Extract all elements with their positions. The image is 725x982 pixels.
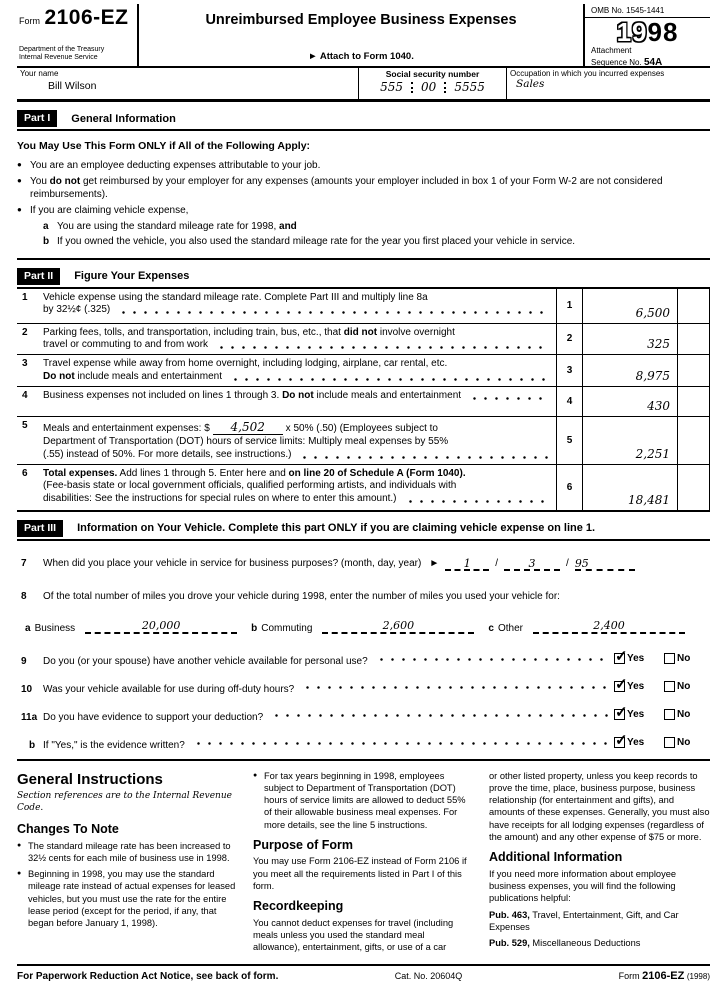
dot-limits-bullet: ● For tax years beginning in 1998, employees subject to Department of Transportation (DOT) hours of service limits are allowed to deduct 55% of their allowable business meal expenses. For more details, see the line 5 instructions. bbox=[253, 770, 474, 831]
checkbox-yes[interactable] bbox=[614, 653, 625, 664]
dot-leader bbox=[267, 708, 608, 720]
checkbox-yes[interactable] bbox=[614, 737, 625, 748]
part3-title: Information on Your Vehicle. Complete this part ONLY if you are claiming vehicle expense on line 1. bbox=[77, 522, 596, 535]
part1-sub-a: a You are using the standard mileage rate for 1998, and bbox=[43, 220, 297, 232]
line2-cents-box[interactable] bbox=[678, 324, 710, 355]
part1-bullet-1: ● You are an employee deducting expenses attributable to your job. bbox=[17, 159, 710, 172]
line6-amount-field[interactable]: 18,481 bbox=[583, 465, 678, 510]
changes-bullet-1: ● The standard mileage rate has been increased to 32½ cents for each mile of business use in 1998. bbox=[17, 840, 238, 865]
line1-row bbox=[17, 289, 710, 324]
line5-description: 5 Meals and entertainment expenses: $ 4,502 x 50% (.50) (Employees subject to Department of Transportation (DOT) hours of service limits: Multiply meal expenses by 55% (.55) instead of 50%. For more details, see instructions.) bbox=[17, 417, 556, 463]
q9-yes-checkbox[interactable]: ✓ Yes bbox=[614, 653, 660, 664]
dot-leader bbox=[189, 736, 608, 748]
form-title: Unreimbursed Employee Business Expenses bbox=[205, 12, 517, 28]
general-instructions-heading: General Instructions bbox=[17, 770, 163, 788]
purpose-of-form-heading: Purpose of Form bbox=[253, 837, 354, 852]
checkbox-no[interactable] bbox=[664, 737, 675, 748]
question-8-mileage: a Business 20,000 b Commuting 2,600 c Other 2,400 bbox=[17, 619, 710, 634]
line3-description: 3 Travel expense while away from home overnight, including lodging, airplane, car rental, etc. Do not include meals and entertainment bbox=[17, 355, 556, 386]
dot-leader bbox=[114, 305, 550, 317]
checkbox-no[interactable] bbox=[664, 681, 675, 692]
line4-amount-field[interactable]: 430 bbox=[583, 387, 678, 416]
other-miles-field[interactable]: 2,400 bbox=[533, 619, 685, 634]
question-11b: b If "Yes," is the evidence written? ✓ Yes No bbox=[17, 736, 710, 751]
ssn-field[interactable]: 555 00 5555 bbox=[380, 80, 485, 94]
dot-leader bbox=[298, 680, 608, 692]
instructions-col1 bbox=[17, 770, 238, 958]
recordkeeping-paragraph: You cannot deduct expenses for travel (including meals unless you used the standard meal allowance), entertainment, gifts, or use of a car bbox=[253, 917, 454, 953]
question-11b-text: If "Yes," is the evidence written? bbox=[43, 739, 185, 751]
changes-to-note-heading: Changes To Note bbox=[17, 822, 119, 837]
changes-bullet-2: ● Beginning in 1998, you may use the standard mileage rate instead of actual expenses for leased vehicles, but you must use the rate for the entire lease period (except for the period, if any, that began before January 1, 1998). bbox=[17, 868, 238, 929]
ssn-separator bbox=[444, 82, 446, 93]
general-instructions bbox=[17, 759, 710, 960]
form-number-line bbox=[19, 6, 133, 30]
commuting-label: Commuting bbox=[261, 622, 313, 634]
title-block bbox=[139, 4, 583, 66]
dot-leader bbox=[226, 372, 550, 384]
purpose-paragraph: You may use Form 2106-EZ instead of Form 2106 if you meet all the requirements listed in Part I of this form. bbox=[253, 856, 467, 891]
commuting-miles-field[interactable]: 2,600 bbox=[322, 619, 474, 634]
part2-title: Figure Your Expenses bbox=[74, 270, 190, 283]
occupation-cell bbox=[506, 68, 710, 99]
checkbox-no[interactable] bbox=[664, 709, 675, 720]
line3-amount-field[interactable]: 8,975 bbox=[583, 355, 678, 386]
line5-amount-field[interactable]: 2,251 bbox=[583, 417, 678, 463]
line2-description: 2 Parking fees, tolls, and transportation, including train, bus, etc., that did not involve overnight travel or commuting to and from work bbox=[17, 324, 556, 355]
line1-cents-box[interactable] bbox=[678, 289, 710, 323]
sequence-line: Sequence No. 54A bbox=[591, 57, 663, 69]
question-9-text: Do you (or your spouse) have another vehicle available for personal use? bbox=[43, 655, 368, 667]
name-cell bbox=[17, 68, 358, 99]
part1-title: General Information bbox=[71, 112, 176, 125]
service-year-field[interactable]: 95 bbox=[575, 557, 635, 571]
service-month-field[interactable]: 1 bbox=[445, 557, 489, 571]
business-miles-field[interactable]: 20,000 bbox=[85, 619, 237, 634]
attach-note: ► Attach to Form 1040. bbox=[308, 51, 414, 62]
part1-header bbox=[17, 107, 710, 131]
question-10-text: Was your vehicle available for use during off-duty hours? bbox=[43, 683, 295, 695]
q11a-yes-checkbox[interactable]: ✓ Yes bbox=[614, 709, 660, 720]
pub-463: Pub. 463, Travel, Entertainment, Gift, and Car Expenses bbox=[489, 909, 679, 932]
year-solid-digits: 98 bbox=[647, 17, 679, 47]
line2-amount-field[interactable]: 325 bbox=[583, 324, 678, 355]
line1-description: 1 Vehicle expense using the standard mileage rate. Complete Part III and multiply line 8a by 32½¢ (.325) bbox=[17, 289, 556, 323]
occupation-label: Occupation in which you incurred expenses bbox=[510, 69, 665, 78]
part2-badge: Part II bbox=[17, 268, 60, 285]
dot-leader bbox=[212, 340, 550, 352]
q11a-no-checkbox[interactable]: No bbox=[664, 709, 710, 720]
form-number-block bbox=[17, 4, 139, 66]
q11b-yes-checkbox[interactable]: ✓ Yes bbox=[614, 737, 660, 748]
expense-table bbox=[17, 289, 710, 512]
form-footer-id: Form 2106-EZ (1998) bbox=[618, 969, 710, 982]
dept-line2: Internal Revenue Service bbox=[19, 54, 98, 62]
line3-row bbox=[17, 355, 710, 387]
part1-bullet-3: ● If you are claiming vehicle expense, bbox=[17, 204, 710, 217]
q9-no-checkbox[interactable]: No bbox=[664, 653, 710, 664]
ssn-label: Social security number bbox=[385, 69, 480, 79]
q10-no-checkbox[interactable]: No bbox=[664, 681, 710, 692]
records-paragraph: or other listed property, unless you keep records to prove the time, place, business purpose, business relationship (for entertainment and gifts), and amounts of these expenses. Generally, you must also have receipts for all lodging expenses (regardless of the amount) and any other expense of $75 or more. bbox=[489, 770, 710, 842]
line6-row bbox=[17, 465, 710, 512]
line6-number-box: 6 bbox=[556, 465, 583, 510]
line2-row bbox=[17, 324, 710, 356]
service-day-field[interactable]: 3 bbox=[504, 557, 560, 571]
part2-header bbox=[17, 265, 710, 289]
part1-sub-b: b If you owned the vehicle, you also used the standard mileage rate for the year you first placed your vehicle in service. bbox=[43, 235, 576, 247]
question-8-text: Of the total number of miles you drove your vehicle during 1998, enter the number of miles you used your vehicle for: bbox=[43, 590, 560, 602]
other-label: Other bbox=[497, 622, 523, 634]
part1-bullet-2: ● You do not get reimbursed by your employer for any expenses (amounts your employer included in box 1 of your Form W-2 are not considered reimbursements). bbox=[17, 175, 710, 201]
line5-cents-box[interactable] bbox=[678, 417, 710, 463]
arrow-right-icon: ► bbox=[429, 557, 440, 569]
recordkeeping-heading: Recordkeeping bbox=[253, 899, 344, 914]
line5-row bbox=[17, 417, 710, 464]
additional-information-heading: Additional Information bbox=[489, 850, 623, 865]
part3-badge: Part III bbox=[17, 520, 63, 537]
line2-number-box: 2 bbox=[556, 324, 583, 355]
business-label: Business bbox=[34, 622, 76, 634]
dot-leader bbox=[401, 494, 550, 506]
part1-body bbox=[17, 131, 710, 260]
omb-year-block bbox=[583, 4, 710, 69]
dot-leader bbox=[465, 391, 550, 403]
part1-heading: You May Use This Form ONLY if All of the Following Apply: bbox=[17, 140, 311, 152]
instructions-col3 bbox=[489, 770, 710, 958]
ssn-cell bbox=[358, 68, 506, 99]
question-10: 10 Was your vehicle available for use during off-duty hours? ✓ Yes No bbox=[17, 680, 710, 695]
dept-line1: Department of the Treasury bbox=[19, 45, 105, 53]
agency-block bbox=[19, 46, 133, 64]
form-word: Form bbox=[19, 16, 40, 26]
name-field[interactable]: Bill Wilson bbox=[48, 80, 97, 92]
line4-description: 4 Business expenses not included on lines 1 through 3. Do not include meals and entertainment bbox=[17, 387, 556, 416]
tax-year bbox=[585, 19, 710, 45]
catalog-number: Cat. No. 20604Q bbox=[394, 970, 463, 981]
form-header bbox=[17, 4, 710, 68]
pub-529: Pub. 529, Miscellaneous Deductions bbox=[489, 938, 641, 949]
line3-cents-box[interactable] bbox=[678, 355, 710, 386]
question-8: 8 Of the total number of miles you drove your vehicle during 1998, enter the number of miles you used your vehicle for: bbox=[21, 590, 560, 602]
question-9: 9 Do you (or your spouse) have another vehicle available for personal use? ✓ Yes No bbox=[17, 652, 710, 667]
line6-cents-box[interactable] bbox=[678, 465, 710, 510]
line4-number-box: 4 bbox=[556, 387, 583, 416]
attachment-sequence bbox=[585, 45, 710, 70]
publications-intro: If you need more information about employee business expenses, you will find the following publications helpful: bbox=[489, 868, 677, 904]
line4-cents-box[interactable] bbox=[678, 387, 710, 416]
part1-badge: Part I bbox=[17, 110, 57, 127]
section-reference-note: Section references are to the Internal Revenue Code. bbox=[17, 791, 232, 814]
question-11a-text: Do you have evidence to support your deduction? bbox=[43, 711, 264, 723]
checkbox-yes[interactable] bbox=[614, 709, 625, 720]
line1-amount-field[interactable]: 6,500 bbox=[583, 289, 678, 323]
paperwork-notice: For Paperwork Reduction Act Notice, see back of form. bbox=[17, 970, 279, 982]
line1-number-box: 1 bbox=[556, 289, 583, 323]
q10-yes-checkbox[interactable]: ✓ Yes bbox=[614, 681, 660, 692]
occupation-field[interactable]: Sales bbox=[516, 78, 545, 90]
dot-leader bbox=[295, 450, 550, 462]
question-7: 7 When did you place your vehicle in service for business purposes? (month, day, year) ► 1 / 3 / 95 bbox=[17, 557, 710, 571]
ssn-separator bbox=[411, 82, 413, 93]
part3-questions bbox=[17, 541, 710, 751]
identity-row bbox=[17, 68, 710, 102]
omb-number: OMB No. 1545-1441 bbox=[585, 4, 710, 18]
q11b-no-checkbox[interactable]: No bbox=[664, 737, 710, 748]
name-label: Your name bbox=[20, 69, 59, 78]
question-7-text: When did you place your vehicle in service for business purposes? (month, day, year) bbox=[43, 557, 422, 569]
checkbox-yes[interactable] bbox=[614, 681, 625, 692]
line4-row bbox=[17, 387, 710, 417]
line6-description: 6 Total expenses. Add lines 1 through 5. Enter here and on line 20 of Schedule A (Form 1040). (Fee-basis state or local government officials, qualified performing artists, and individuals with disabilities: See the instructions for special rules on where to enter this amount.) bbox=[17, 465, 556, 510]
year-outline-digits: 19 bbox=[616, 17, 648, 47]
form-footer bbox=[17, 964, 710, 982]
form-number: 2106-EZ bbox=[44, 6, 129, 29]
line5-number-box: 5 bbox=[556, 417, 583, 463]
line3-number-box: 3 bbox=[556, 355, 583, 386]
dot-leader bbox=[372, 652, 608, 664]
instructions-col2 bbox=[253, 770, 474, 958]
sequence-value: 54A bbox=[643, 57, 663, 69]
part3-header bbox=[17, 517, 710, 541]
question-11a: 11a Do you have evidence to support your deduction? ✓ Yes No bbox=[17, 708, 710, 723]
checkbox-no[interactable] bbox=[664, 653, 675, 664]
attachment-label: Attachment bbox=[591, 46, 632, 55]
